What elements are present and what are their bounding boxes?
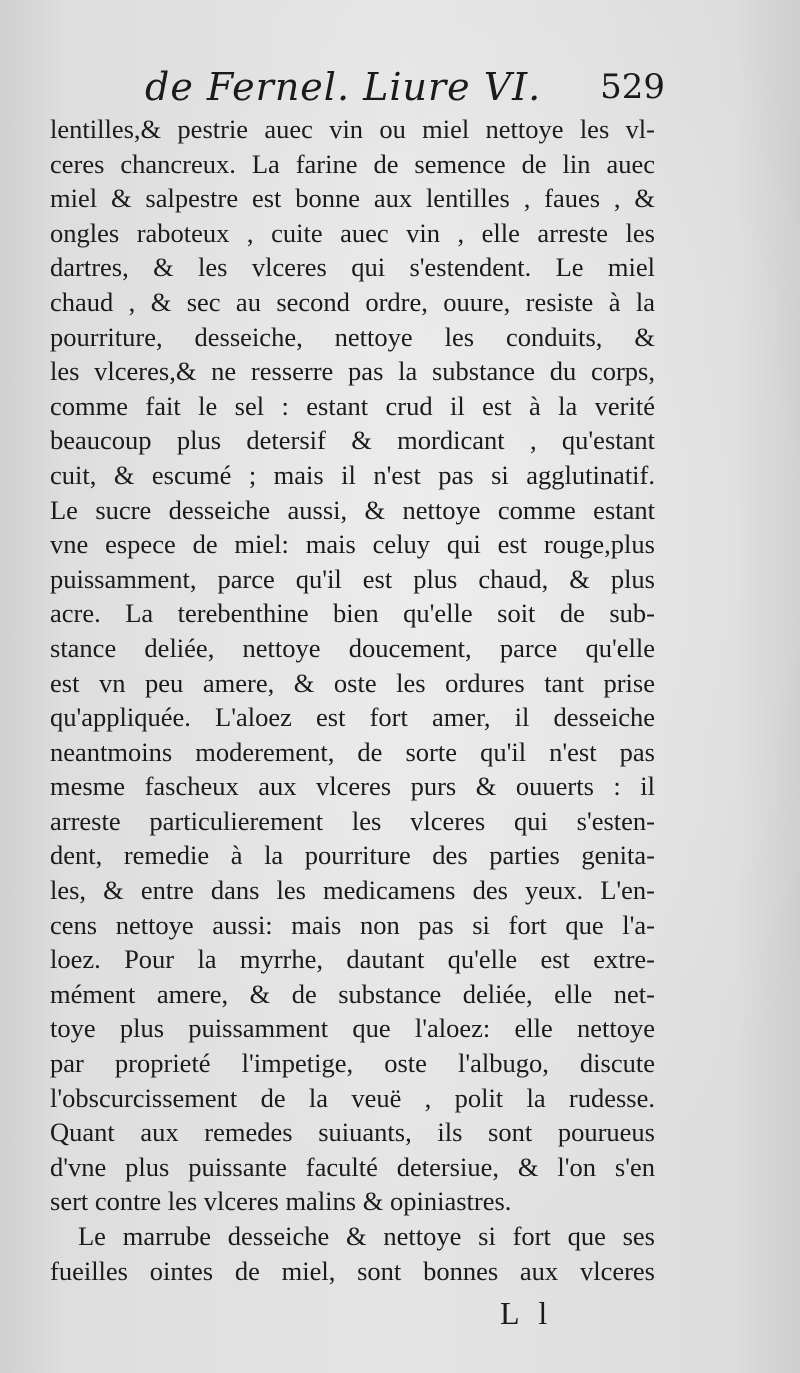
text-line: acre. La terebenthine bien qu'elle soit de sub- — [50, 598, 655, 629]
text-line: les vlceres,& ne resserre pas la substance du corps, — [50, 356, 655, 387]
page-number: 529 — [600, 67, 665, 107]
text-line: puissamment, parce qu'il est plus chaud, & plus — [50, 563, 655, 594]
text-line: vne espece de miel: mais celuy qui est rouge,plus — [50, 529, 655, 560]
text-line: dartres, & les vlceres qui s'estendent. Le miel — [50, 252, 655, 283]
text-line: dent, remedie à la pourriture des parties genita- — [50, 840, 655, 871]
text-line: Le marrube desseiche & nettoye si fort que ses — [78, 1221, 655, 1251]
paragraph-1 — [50, 112, 655, 1219]
text-line: beaucoup plus detersif & mordicant , qu'estant — [50, 425, 655, 456]
text-line: par proprieté l'impetige, oste l'albugo, discute — [50, 1048, 655, 1079]
text-line: qu'appliquée. L'aloez est fort amer, il desseiche — [50, 702, 655, 733]
text-line: sert contre les vlceres malins & opiniastres. — [50, 1186, 512, 1217]
text-line: les, & entre dans les medicamens des yeux. L'en- — [50, 875, 655, 906]
body-text — [50, 112, 655, 1288]
running-title: de Fernel. Liure VI. — [145, 65, 542, 109]
text-line: loez. Pour la myrrhe, dautant qu'elle est extre- — [50, 944, 655, 975]
text-line: arreste particulierement les vlceres qui s'esten- — [50, 805, 655, 836]
text-line: ongles raboteux , cuite auec vin , elle arreste les — [50, 217, 655, 248]
text-line: lentilles,& pestrie auec vin ou miel nettoye les vl- — [50, 114, 655, 144]
text-line: mesme fascheux aux vlceres purs & ouuerts : il — [50, 771, 655, 802]
text-line: fueilles ointes de miel, sont bonnes aux vlceres — [50, 1255, 655, 1286]
text-line: chaud , & sec au second ordre, ouure, resiste à la — [50, 286, 655, 317]
text-line: comme fait le sel : estant crud il est à la verité — [50, 390, 655, 421]
text-line: d'vne plus puissante faculté detersiue, & l'on s'en — [50, 1151, 655, 1182]
text-line: Le sucre desseiche aussi, & nettoye comme estant — [50, 494, 655, 525]
text-line: pourriture, desseiche, nettoye les conduits, & — [50, 321, 655, 352]
text-line: mément amere, & de substance deliée, elle net- — [50, 978, 655, 1009]
text-line: neantmoins moderement, de sorte qu'il n'est pas — [50, 736, 655, 767]
text-line: est vn peu amere, & oste les ordures tant prise — [50, 667, 655, 698]
text-line: Quant aux remedes suiuants, ils sont pourueus — [50, 1117, 655, 1148]
text-line: miel & salpestre est bonne aux lentilles , faues , & — [50, 183, 655, 214]
text-line: cens nettoye aussi: mais non pas si fort que l'a- — [50, 909, 655, 940]
text-line: l'obscurcissement de la veuë , polit la rudesse. — [50, 1082, 655, 1113]
text-line: cuit, & escumé ; mais il n'est pas si agglutinatif. — [50, 459, 655, 490]
signature-mark: L l — [500, 1295, 554, 1331]
page-header — [145, 62, 665, 112]
paragraph-2 — [50, 1219, 655, 1288]
text-line: stance deliée, nettoye doucement, parce qu'elle — [50, 632, 655, 663]
text-line: ceres chancreux. La farine de semence de lin auec — [50, 148, 655, 179]
text-line: toye plus puissamment que l'aloez: elle nettoye — [50, 1013, 655, 1044]
